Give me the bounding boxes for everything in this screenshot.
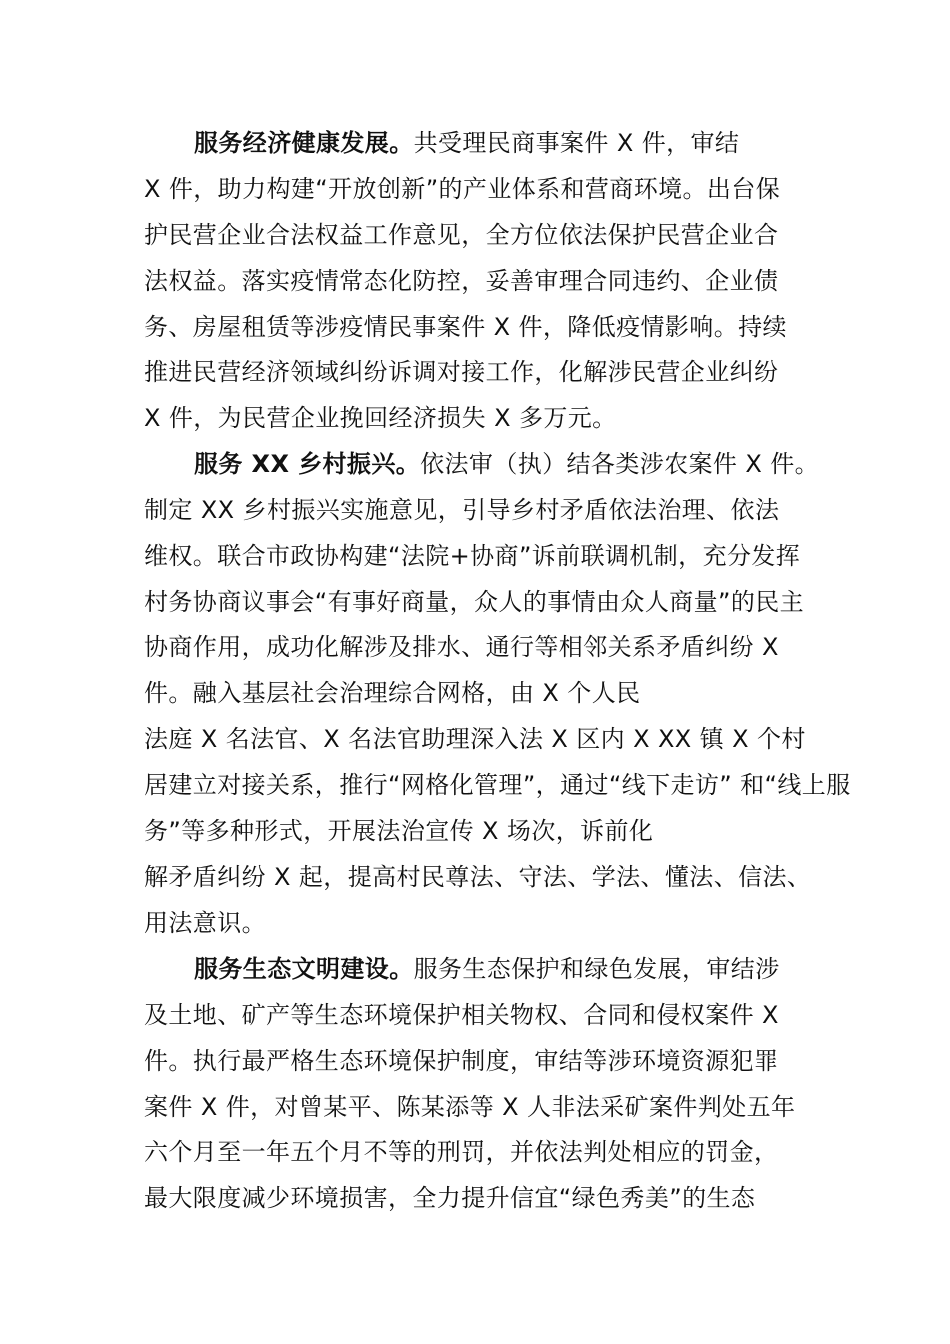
paragraph-line: 维权。联合市政协构建“法院+协商”诉前联调机制，充分发挥 [144, 542, 801, 570]
paragraph-text: 依法审（执）结各类涉农案件 X 件。 [420, 450, 820, 478]
paragraph-line: 法庭 X 名法官、X 名法官助理深入法 X 区内 X XX 镇 X 个村 [144, 725, 806, 753]
paragraph-heading: 服务 XX 乡村振兴。 [194, 450, 421, 478]
paragraph-line: 六个月至一年五个月不等的刑罚，并依法判处相应的罚金， [144, 1138, 779, 1166]
paragraph-line: 务”等多种形式，开展法治宣传 X 场次，诉前化 [144, 817, 654, 845]
paragraph-line: 案件 X 件，对曾某平、陈某添等 X 人非法采矿案件判处五年 [144, 1093, 796, 1121]
paragraph-line: 法权益。落实疫情常态化防控，妥善审理合同违约、企业债 [144, 267, 779, 295]
paragraph-line: 务、房屋租赁等涉疫情民事案件 X 件，降低疫情影响。持续 [144, 313, 787, 341]
paragraph-line: X 件，助力构建“开放创新”的产业体系和营商环境。出台保 [144, 175, 781, 203]
paragraph-text: 服务生态保护和绿色发展，审结涉 [413, 955, 780, 983]
paragraph-line: 推进民营经济领域纠纷诉调对接工作，化解涉民营企业纠纷 [144, 358, 779, 386]
paragraph-heading: 服务生态文明建设。 [194, 955, 414, 983]
paragraph-line [194, 449, 819, 479]
paragraph-line: 及土地、矿产等生态环境保护相关物权、合同和侵权案件 X [144, 1001, 779, 1029]
paragraph-text: 共受理民商事案件 X 件，审结 [413, 129, 740, 157]
paragraph-line: 件。执行最严格生态环境保护制度，审结等涉环境资源犯罪 [144, 1047, 779, 1075]
paragraph-line: 护民营企业合法权益工作意见，全方位依法保护民营企业合 [144, 221, 779, 249]
paragraph-line: X 件，为民营企业挽回经济损失 X 多万元。 [144, 404, 617, 432]
paragraph-line [194, 954, 780, 984]
paragraph-line: 制定 XX 乡村振兴实施意见，引导乡村矛盾依法治理、依法 [144, 496, 780, 524]
paragraph-heading: 服务经济健康发展。 [194, 129, 414, 157]
paragraph-line: 最大限度减少环境损害，全力提升信宜“绿色秀美”的生态 [144, 1184, 756, 1212]
paragraph-line: 村务协商议事会“有事好商量，众人的事情由众人商量”的民主 [144, 588, 805, 616]
paragraph-line: 用法意识。 [144, 909, 266, 937]
paragraph-line [194, 128, 739, 158]
paragraph-line: 居建立对接关系，推行“网格化管理”，通过“线下走访” 和“线上服 [144, 771, 851, 799]
paragraph-line: 协商作用，成功化解涉及排水、通行等相邻关系矛盾纠纷 X [144, 633, 779, 661]
paragraph-line: 解矛盾纠纷 X 起，提高村民尊法、守法、学法、懂法、信法、 [144, 863, 812, 891]
paragraph-line: 件。融入基层社会治理综合网格，由 X 个人民 [144, 679, 641, 707]
